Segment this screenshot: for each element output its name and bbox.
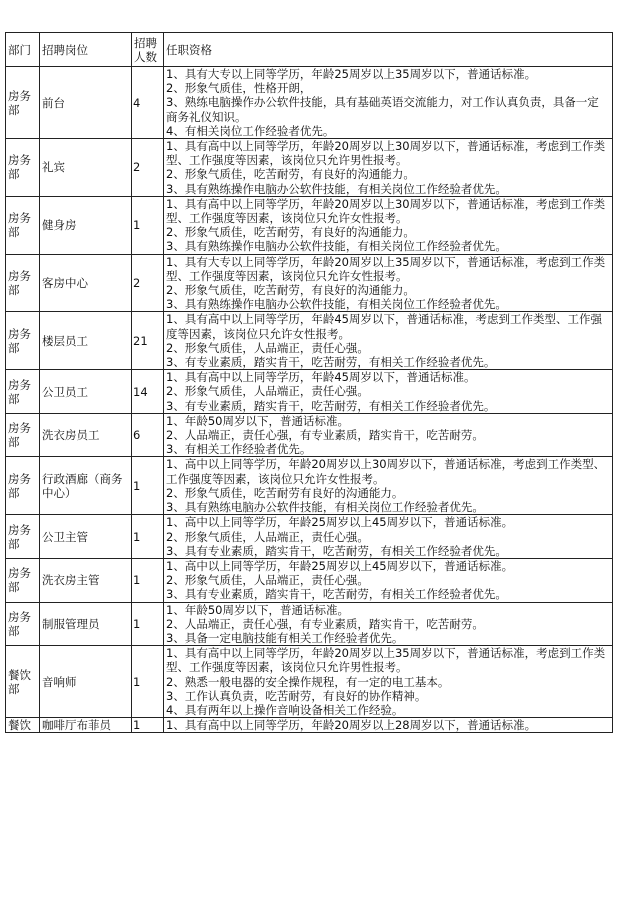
cell-dept: 房务部 — [6, 602, 40, 646]
cell-position: 洗衣房员工 — [40, 413, 132, 457]
requirement-line: 1、具有高中以上同等学历，年龄20周岁以上35周岁以下，普通话标准，考虑到工作类型、工作强度等因素，该岗位只允许男性报考。 — [166, 646, 606, 675]
requirement-line: 3、具有专业素质，踏实肯干，吃苦耐劳，有相关工作经验者优先。 — [166, 587, 507, 602]
requirement-line: 1、具有高中以上同等学历，年龄20周岁以上30周岁以下，普通话标准，考虑到工作类型、工作强度等因素，该岗位只允许女性报考。 — [166, 196, 606, 226]
cell-dept: 房务部 — [6, 413, 40, 457]
requirement-line: 3、有专业素质，踏实肯干，吃苦耐劳，有相关工作经验者优先。 — [166, 355, 496, 370]
table-row — [6, 139, 613, 197]
requirement-line: 3、工作认真负责，吃苦耐劳，有良好的协作精神。 — [166, 688, 427, 703]
cell-position: 咖啡厅布菲员 — [40, 718, 132, 733]
cell-dept: 房务部 — [6, 370, 40, 414]
cell-requirements — [164, 139, 613, 197]
cell-dept: 餐饮部 — [6, 646, 40, 718]
requirement-line: 2、形象气质佳，性格开朗， — [166, 81, 312, 96]
cell-requirements — [164, 718, 613, 733]
requirement-line: 2、人品端正，责任心强，有专业素质，踏实肯干，吃苦耐劳。 — [166, 428, 484, 443]
requirement-line: 2、形象气质佳，吃苦耐劳，有良好的沟通能力。 — [166, 283, 415, 298]
requirement-line: 4、有相关岗位工作经验者优先。 — [166, 123, 335, 138]
requirement-line: 2、人品端正，责任心强，有专业素质，踏实肯干，吃苦耐劳。 — [166, 616, 484, 631]
header-requirements: 任职资格 — [164, 33, 613, 67]
table-row — [6, 196, 613, 254]
cell-position: 楼层员工 — [40, 312, 132, 370]
table-row — [6, 602, 613, 646]
table-row — [6, 370, 613, 414]
table-row — [6, 67, 613, 139]
cell-position: 礼宾 — [40, 139, 132, 197]
cell-count: 4 — [132, 67, 164, 139]
cell-count: 6 — [132, 413, 164, 457]
requirement-line: 2、熟悉一般电器的安全操作规程，有一定的电工基本。 — [166, 674, 450, 689]
cell-position: 音响师 — [40, 646, 132, 718]
requirement-line: 3、熟练电脑操作办公软件技能，具有基础英语交流能力，对工作认真负责，具备一定商务礼仪知识。 — [166, 95, 599, 124]
cell-position: 公卫员工 — [40, 370, 132, 414]
table-row — [6, 254, 613, 312]
cell-count: 1 — [132, 196, 164, 254]
cell-count: 14 — [132, 370, 164, 414]
cell-count: 1 — [132, 602, 164, 646]
cell-count: 1 — [132, 558, 164, 602]
requirement-line: 3、具有熟练操作电脑办公软件技能，有相关岗位工作经验者优先。 — [166, 297, 507, 312]
header-row — [6, 33, 613, 67]
requirement-line: 1、具有大专以上同等学历，年龄20周岁以上35周岁以下，普通话标准，考虑到工作类型、工作强度等因素，该岗位只允许女性报考。 — [166, 254, 606, 283]
requirement-line: 3、有相关工作经验者优先。 — [166, 442, 312, 457]
requirement-line: 1、年龄50周岁以下，普通话标准。 — [166, 602, 349, 617]
requirement-line: 1、高中以上同等学历，年龄20周岁以上30周岁以下，普通话标准，考虑到工作类型、工作强度等因素，该岗位只允许女性报考。 — [166, 457, 606, 486]
cell-requirements — [164, 515, 613, 559]
requirement-line: 2、形象气质佳，人品端正，责任心强。 — [166, 529, 369, 544]
cell-position: 洗衣房主管 — [40, 558, 132, 602]
cell-count: 1 — [132, 457, 164, 515]
requirement-line: 2、形象气质佳，吃苦耐劳有良好的沟通能力。 — [166, 485, 404, 500]
requirement-line: 4、具有两年以上操作音响设备相关工作经验。 — [166, 702, 404, 717]
cell-dept: 房务部 — [6, 312, 40, 370]
requirement-line: 3、具有熟练电脑办公软件技能，有相关岗位工作经验者优先。 — [166, 500, 484, 515]
requirement-line: 1、具有高中以上同等学历，年龄45周岁以下，普通话标准。 — [166, 370, 476, 385]
cell-position: 公卫主管 — [40, 515, 132, 559]
requirement-line: 1、具有高中以上同等学历，年龄20周岁以上30周岁以下，普通话标准，考虑到工作类型、工作强度等因素，该岗位只允许男性报考。 — [166, 139, 606, 168]
cell-position: 健身房 — [40, 196, 132, 254]
header-dept: 部门 — [6, 33, 40, 67]
requirement-line: 1、具有高中以上同等学历，年龄45周岁以下，普通话标准，考虑到工作类型、工作强度等因素，该岗位只允许女性报考。 — [166, 312, 602, 341]
cell-requirements — [164, 254, 613, 312]
cell-requirements — [164, 370, 613, 414]
cell-dept: 房务部 — [6, 457, 40, 515]
requirement-line: 3、具有熟练操作电脑办公软件技能，有相关岗位工作经验者优先。 — [166, 181, 507, 196]
cell-requirements — [164, 558, 613, 602]
table-row — [6, 718, 613, 733]
table-row — [6, 515, 613, 559]
cell-requirements — [164, 67, 613, 139]
cell-position: 行政酒廊（商务中心） — [40, 457, 132, 515]
requirement-line: 3、具有专业素质，踏实肯干，吃苦耐劳，有相关工作经验者优先。 — [166, 543, 507, 558]
requirement-line: 2、形象气质佳，人品端正，责任心强。 — [166, 573, 369, 588]
cell-position: 客房中心 — [40, 254, 132, 312]
header-position: 招聘岗位 — [40, 33, 132, 67]
cell-requirements — [164, 312, 613, 370]
cell-dept: 房务部 — [6, 67, 40, 139]
cell-dept: 餐饮 — [6, 718, 40, 733]
cell-requirements — [164, 457, 613, 515]
requirement-line: 1、年龄50周岁以下，普通话标准。 — [166, 413, 349, 428]
requirement-line: 3、具备一定电脑技能有相关工作经验者优先。 — [166, 630, 404, 645]
cell-count: 1 — [132, 515, 164, 559]
cell-dept: 房务部 — [6, 139, 40, 197]
requirement-line: 2、形象气质佳，吃苦耐劳，有良好的沟通能力。 — [166, 167, 415, 182]
cell-count: 1 — [132, 646, 164, 718]
cell-requirements — [164, 196, 613, 254]
cell-position: 前台 — [40, 67, 132, 139]
cell-count: 2 — [132, 254, 164, 312]
table-row — [6, 558, 613, 602]
cell-requirements — [164, 602, 613, 646]
cell-dept: 房务部 — [6, 515, 40, 559]
cell-count: 2 — [132, 139, 164, 197]
cell-dept: 房务部 — [6, 254, 40, 312]
table-row — [6, 457, 613, 515]
requirement-line: 2、形象气质佳，吃苦耐劳，有良好的沟通能力。 — [166, 225, 415, 240]
requirement-line: 3、有专业素质，踏实肯干，吃苦耐劳，有相关工作经验者优先。 — [166, 398, 496, 413]
table-row — [6, 413, 613, 457]
cell-count: 21 — [132, 312, 164, 370]
header-count: 招聘人数 — [132, 33, 164, 67]
table-row — [6, 312, 613, 370]
recruitment-table — [5, 32, 613, 733]
cell-count: 1 — [132, 718, 164, 733]
cell-requirements — [164, 413, 613, 457]
table-row — [6, 646, 613, 718]
requirement-line: 1、具有大专以上同等学历，年龄25周岁以上35周岁以下，普通话标准。 — [166, 67, 537, 81]
cell-dept: 房务部 — [6, 196, 40, 254]
requirement-line: 2、形象气质佳，人品端正，责任心强。 — [166, 384, 369, 399]
requirement-line: 1、具有高中以上同等学历，年龄20周岁以上28周岁以下，普通话标准。 — [166, 718, 537, 733]
cell-dept: 房务部 — [6, 558, 40, 602]
requirement-line: 1、高中以上同等学历，年龄25周岁以上45周岁以下，普通话标准。 — [166, 515, 514, 530]
requirement-line: 1、高中以上同等学历，年龄25周岁以上45周岁以下，普通话标准。 — [166, 558, 514, 573]
requirement-line: 3、具有熟练操作电脑办公软件技能，有相关岗位工作经验者优先。 — [166, 239, 507, 254]
cell-position: 制服管理员 — [40, 602, 132, 646]
cell-requirements — [164, 646, 613, 718]
requirement-line: 2、形象气质佳，人品端正，责任心强。 — [166, 340, 369, 355]
